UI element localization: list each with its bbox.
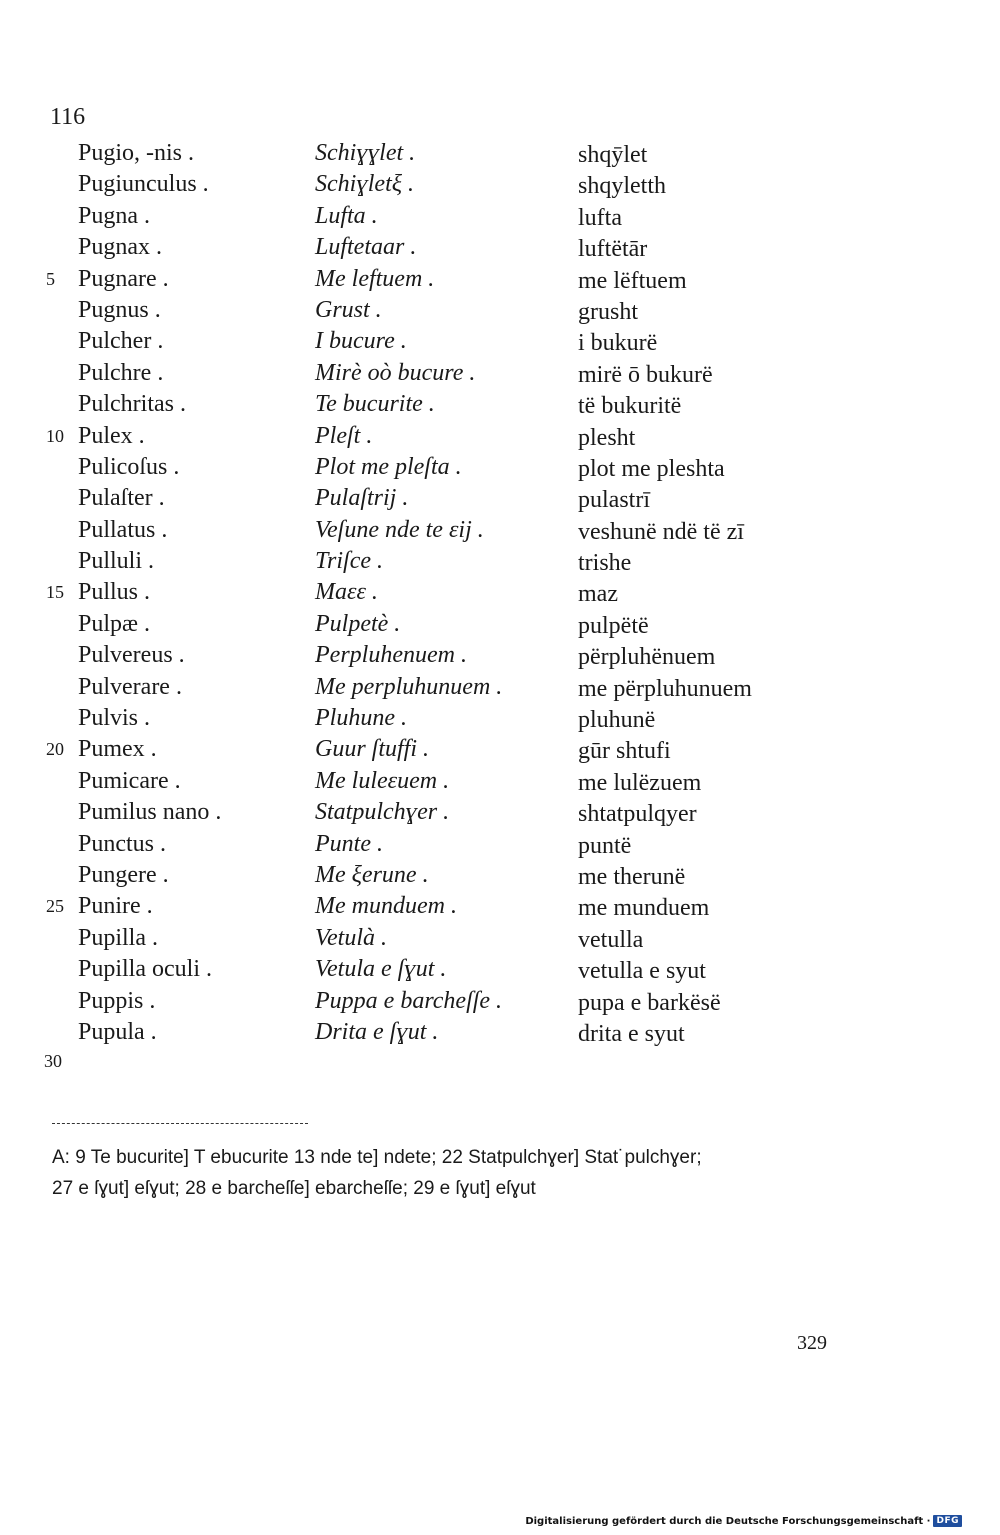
modern-albanian-term: gūr shtufi [578,738,671,765]
page-number: 329 [797,1332,827,1354]
latin-term: Pulvis . [78,705,151,732]
line-number: 10 [46,425,64,446]
modern-albanian-term: plesht [578,424,636,451]
table-row [0,672,1000,703]
modern-albanian-term: pulastrī [578,487,650,514]
original-albanian-term: Pleſt . [315,422,373,449]
footnote [52,1142,852,1204]
original-albanian-term: Puppa e barcheſſe . [315,987,503,1014]
original-albanian-term: Me munduem . [315,893,457,920]
table-row [0,515,1000,546]
original-albanian-term: Me leftuem . [315,265,435,292]
latin-term: Puppis . [78,987,156,1014]
original-albanian-term: Veſune nde te εij . [315,516,484,543]
modern-albanian-term: shtatpulqyer [578,801,697,828]
funding-credit [525,1515,962,1527]
line-number: 25 [46,896,64,917]
footnote-separator [52,1123,308,1124]
original-albanian-term: Pulpetè . [315,610,401,637]
latin-term: Pullus . [78,579,151,606]
latin-term: Pulverare . [78,673,182,700]
original-albanian-term: Perpluhenuem . [315,642,467,669]
latin-term: Pulex . [78,422,145,449]
latin-term: Pugnare . [78,265,169,292]
latin-term: Pulicoſus . [78,453,180,480]
table-row [0,577,1000,608]
latin-term: Pulvereus . [78,642,185,669]
table-row [0,264,1000,295]
table-row [0,609,1000,640]
trailing-line-number: 30 [44,1051,62,1071]
modern-albanian-term: mirë ō bukurë [578,361,713,388]
modern-albanian-term: vetulla e syut [578,958,706,985]
table-row [0,389,1000,420]
modern-albanian-term: pupa e barkësë [578,989,721,1016]
modern-albanian-term: pulpëtë [578,612,649,639]
footnote-line-2: 27 e ſɣut] eſɣut; 28 e barcheſſe] ebarcheſſe; 29 e ſɣut] eſɣut [52,1178,536,1199]
latin-term: Pumicare . [78,767,181,794]
modern-albanian-term: luftëtār [578,236,648,263]
modern-albanian-term: me lëftuem [578,267,687,294]
table-row [0,954,1000,985]
table-row [0,546,1000,577]
dfg-logo: DFG [933,1515,962,1527]
original-albanian-term: Pulaſtrij . [315,485,409,512]
latin-term: Pungere . [78,861,169,888]
table-row [0,169,1000,200]
modern-albanian-term: lufta [578,204,622,231]
latin-term: Punctus . [78,830,167,857]
original-albanian-term: Mirè oò bucure . [315,359,476,386]
table-row [0,734,1000,765]
latin-term: Pupilla . [78,924,159,951]
modern-albanian-term: plot me pleshta [578,455,725,482]
line-number: 15 [46,582,64,603]
latin-term: Pupilla oculi . [78,956,212,983]
modern-albanian-term: vetulla [578,926,644,953]
modern-albanian-term: trishe [578,550,632,577]
original-albanian-term: Te bucurite . [315,391,435,418]
original-albanian-term: Schiɣletξ . [315,171,415,198]
line-number: 20 [46,739,64,760]
modern-albanian-term: me lulëzuem [578,769,702,796]
latin-term: Pulchre . [78,359,164,386]
original-albanian-term: Vetula e ſɣut . [315,956,447,983]
latin-term: Pumex . [78,736,157,763]
table-row [0,703,1000,734]
table-row [0,138,1000,169]
original-albanian-term: Pluhune . [315,705,407,732]
table-row [0,483,1000,514]
latin-term: Pugiunculus . [78,171,209,198]
original-albanian-term: Triſce . [315,548,384,575]
modern-albanian-term: pluhunë [578,707,656,734]
original-albanian-term: Plot me pleſta . [315,453,462,480]
latin-term: Pulluli . [78,548,155,575]
table-row [0,421,1000,452]
table-row [0,891,1000,922]
original-albanian-term: Maεε . [315,579,378,606]
modern-albanian-term: përpluhënuem [578,644,716,671]
latin-term: Pupula . [78,1018,157,1045]
modern-albanian-term: grusht [578,298,638,325]
latin-term: Pugnus . [78,296,161,323]
footnote-line-1: A: 9 Te bucurite] T ebucurite 13 nde te] ndete; 22 Statpulchɣer] Stat˙pulchɣer; [52,1147,702,1168]
table-row [0,986,1000,1017]
latin-term: Pulcher . [78,328,164,355]
table-row [0,640,1000,671]
table-row [0,358,1000,389]
latin-term: Pumilus nano . [78,799,222,826]
original-albanian-term: Statpulchɣer . [315,799,450,826]
original-albanian-term: Me perpluhunuem . [315,673,503,700]
latin-term: Pulchritas . [78,391,186,418]
modern-albanian-term: puntë [578,832,632,859]
original-albanian-term: Punte . [315,830,383,857]
original-albanian-term: Schiɣɣlet . [315,140,416,166]
table-row [0,295,1000,326]
table-row [0,452,1000,483]
original-albanian-term: Guur ſtuffi . [315,736,430,763]
glossary-table [0,138,1000,1048]
original-albanian-term: Me luleεuem . [315,767,450,794]
original-albanian-term: Lufta . [315,202,378,229]
table-row [0,923,1000,954]
latin-term: Pullatus . [78,516,168,543]
latin-term: Pugnax . [78,234,162,261]
table-row [0,797,1000,828]
modern-albanian-term: veshunë ndë të zī [578,518,744,545]
latin-term: Pulaſter . [78,485,165,512]
table-row [0,860,1000,891]
line-number: 5 [46,268,55,289]
modern-albanian-term: shqyletth [578,173,666,200]
original-albanian-term: Vetulà . [315,924,387,951]
original-albanian-term: I bucure . [315,328,407,355]
table-row [0,829,1000,860]
original-albanian-term: Drita e ſɣut . [315,1018,439,1045]
modern-albanian-term: të bukuritë [578,393,682,420]
modern-albanian-term: me therunë [578,863,686,890]
modern-albanian-term: drita e syut [578,1020,685,1047]
modern-albanian-term: shqȳlet [578,142,648,168]
table-row [0,201,1000,232]
modern-albanian-term: me munduem [578,895,710,922]
original-albanian-term: Grust . [315,296,382,323]
original-albanian-term: Luftetaar . [315,234,417,261]
latin-term: Pugio, -nis . [78,140,195,166]
table-row [0,326,1000,357]
table-row [0,232,1000,263]
credit-text: Digitalisierung gefördert durch die Deutsche Forschungsgemeinschaft · [525,1515,931,1527]
modern-albanian-term: maz [578,581,618,608]
latin-term: Punire . [78,893,153,920]
top-margin-number: 116 [50,104,86,130]
modern-albanian-term: i bukurë [578,330,658,357]
modern-albanian-term: me përpluhunuem [578,675,752,702]
table-row [0,766,1000,797]
latin-term: Pulpæ . [78,610,151,637]
original-albanian-term: Me ξerune . [315,861,429,888]
table-row [0,1017,1000,1048]
latin-term: Pugna . [78,202,150,229]
